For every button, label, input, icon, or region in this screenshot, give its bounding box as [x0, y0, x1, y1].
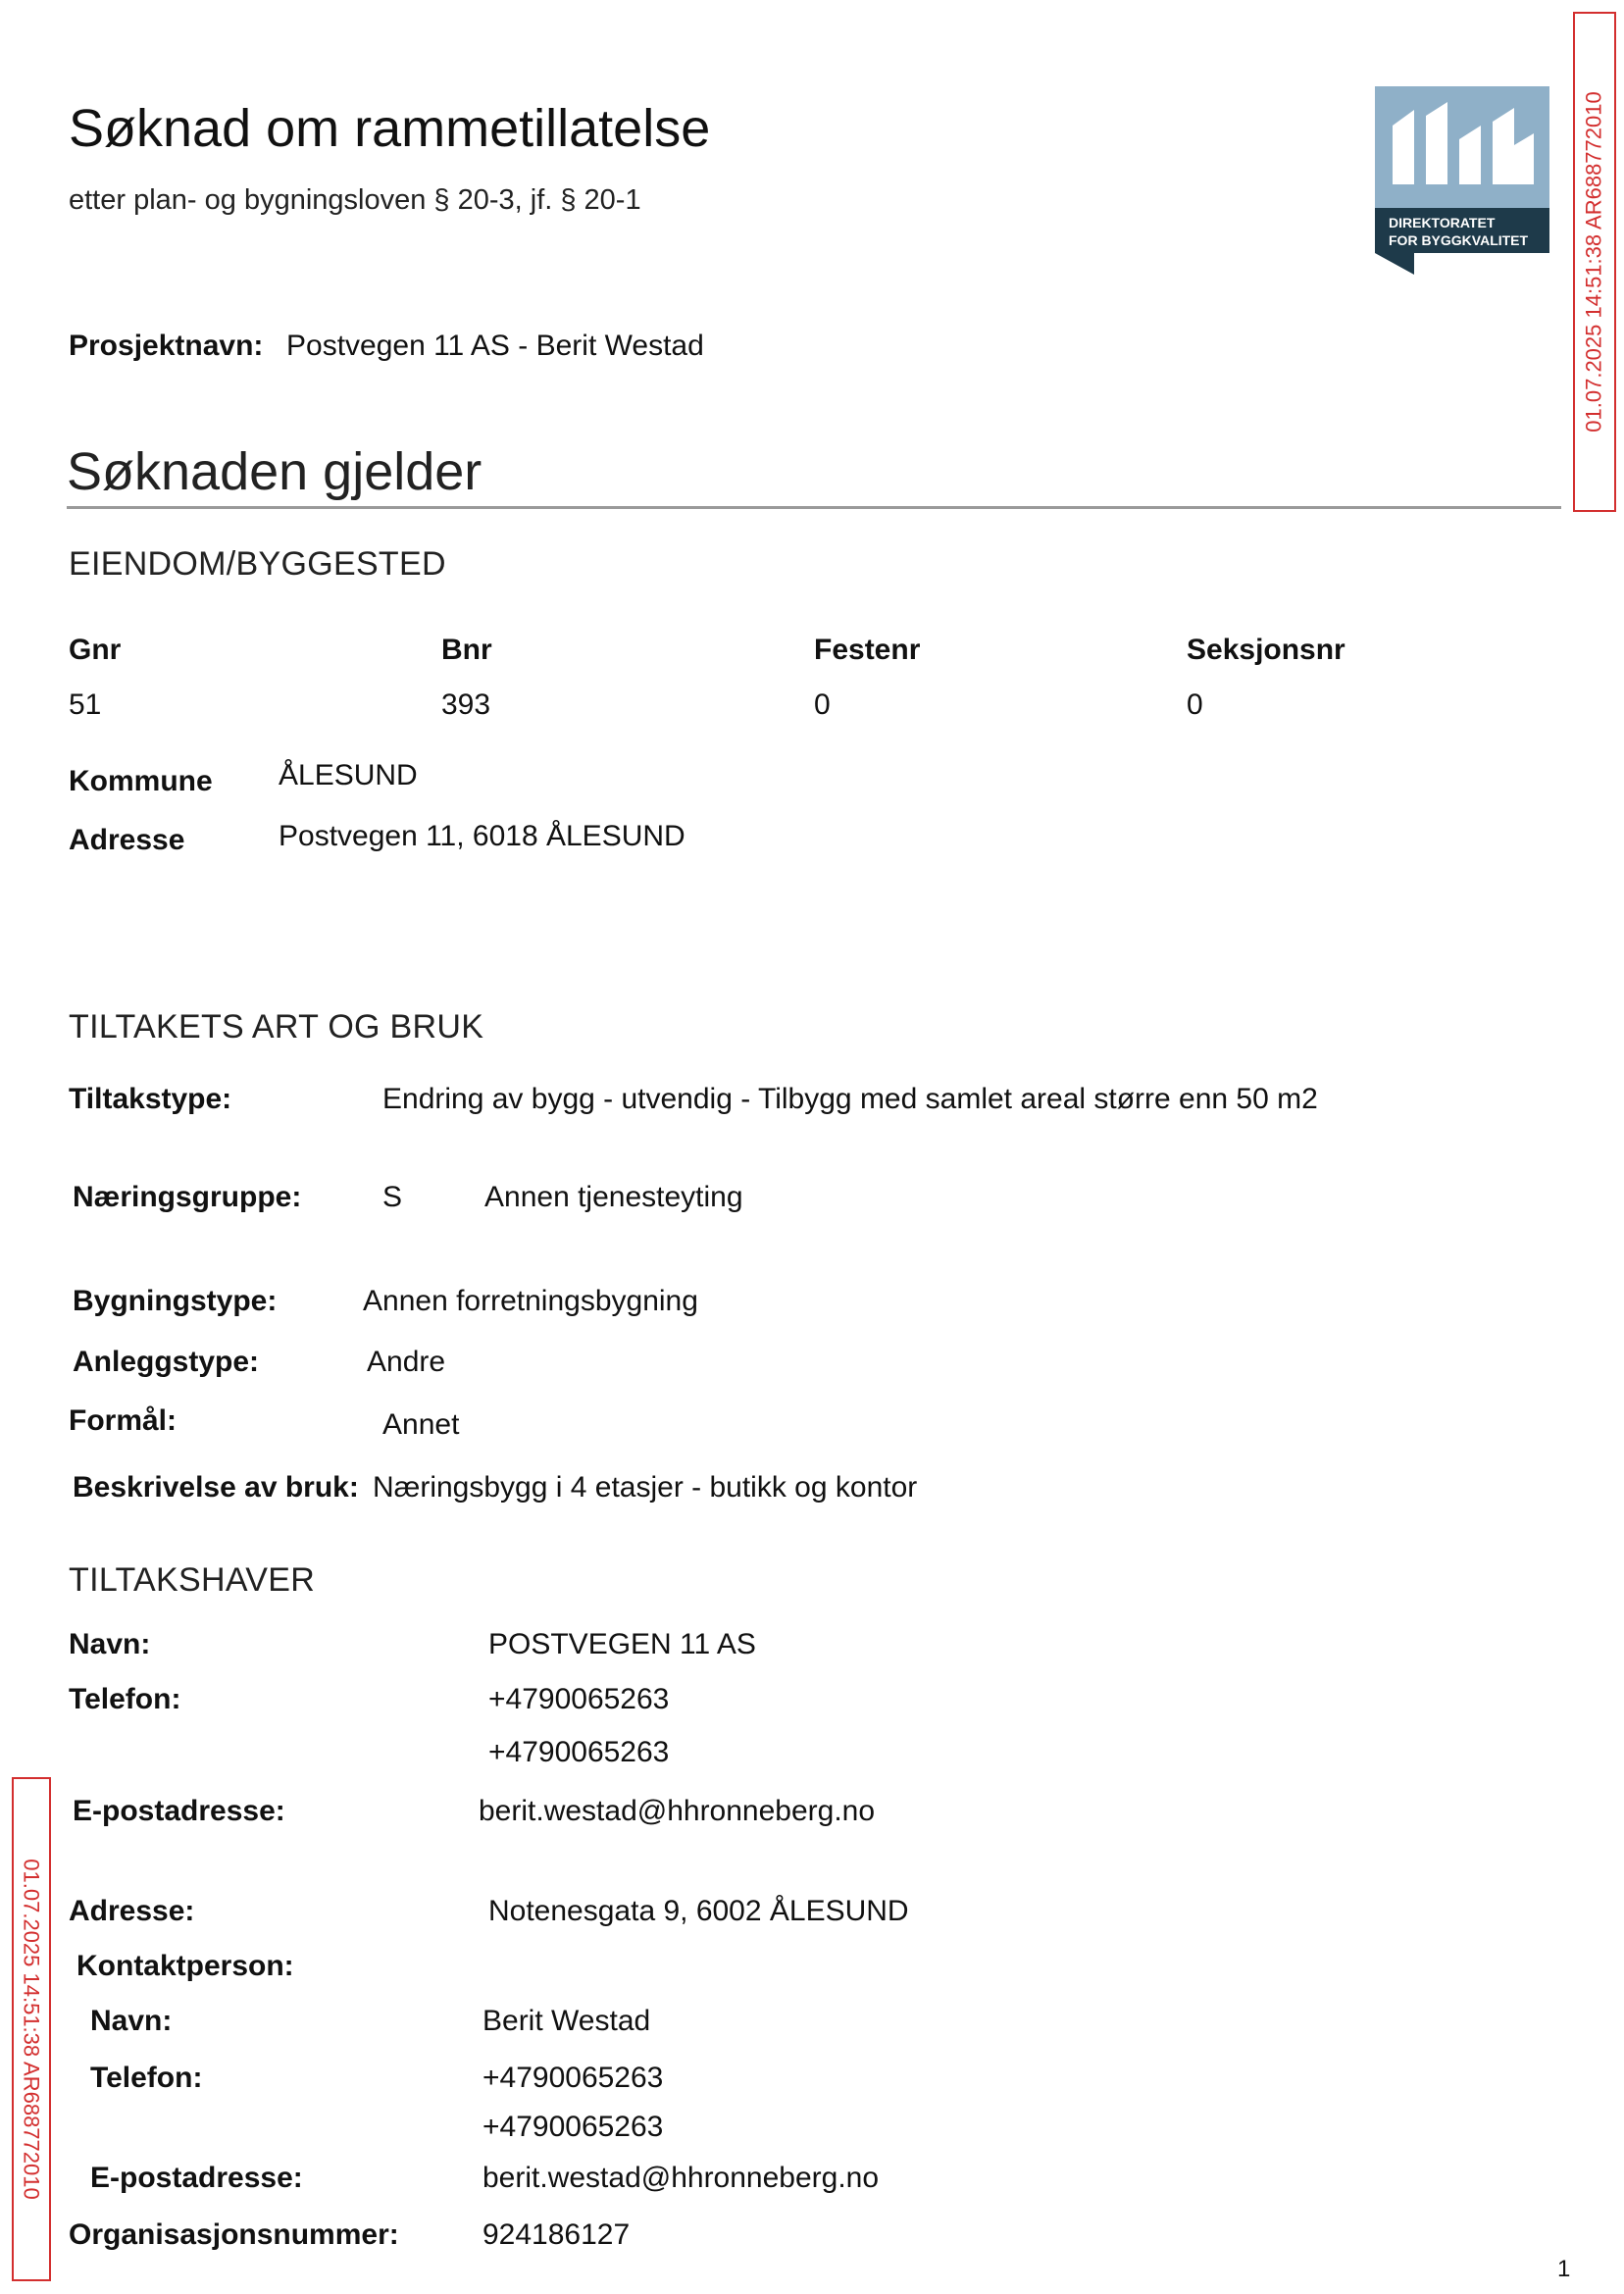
beskrivelse-value: Næringsbygg i 4 etasjer - butikk og kontor: [373, 1471, 918, 1504]
kontakt-telefon-value-1: +4790065263: [482, 2062, 664, 2094]
tiltakstype-label: Tiltakstype:: [69, 1083, 232, 1115]
property-section-title: EIENDOM/BYGGESTED: [69, 545, 446, 583]
orgnr-value: 924186127: [482, 2218, 631, 2251]
logo-line2: FOR BYGGKVALITET: [1389, 232, 1529, 248]
kontaktperson-label: Kontaktperson:: [76, 1950, 294, 1982]
orgnr-label: Organisasjonsnummer:: [69, 2218, 399, 2251]
kontakt-telefon-label: Telefon:: [90, 2062, 203, 2094]
dibk-logo: [1375, 86, 1549, 275]
naeringsgruppe-label: Næringsgruppe:: [73, 1181, 302, 1213]
festenr-value: 0: [814, 688, 831, 721]
epost-value: berit.westad@hhronneberg.no: [479, 1795, 876, 1827]
property-adresse-value: Postvegen 11, 6018 ÅLESUND: [279, 820, 685, 852]
tiltakshaver-section-title: TILTAKSHAVER: [69, 1561, 316, 1599]
page-number: 1: [1557, 2256, 1571, 2282]
section-heading: Søknaden gjelder: [67, 442, 482, 501]
naeringsgruppe-code: S: [382, 1181, 403, 1213]
anleggstype-label: Anleggstype:: [73, 1346, 260, 1378]
festenr-label: Festenr: [814, 634, 921, 666]
beskrivelse-label: Beskrivelse av bruk:: [73, 1471, 359, 1504]
kontakt-navn-value: Berit Westad: [482, 2005, 651, 2037]
stamp-text: 01.07.2025 14:51:38 AR688772010: [20, 1859, 44, 2200]
kontakt-telefon-value-2: +4790065263: [482, 2111, 664, 2143]
tiltakshaver-adresse-value: Notenesgata 9, 6002 ÅLESUND: [488, 1895, 909, 1927]
kommune-label: Kommune: [69, 765, 213, 797]
tiltakstype-value: Endring av bygg - utvendig - Tilbygg med samlet areal større enn 50 m2: [382, 1083, 1318, 1115]
epost-label: E-postadresse:: [73, 1795, 285, 1827]
navn-value: POSTVEGEN 11 AS: [488, 1628, 756, 1660]
timestamp-stamp-side: [12, 1777, 51, 2281]
page-title: Søknad om rammetillatelse: [69, 99, 711, 158]
telefon-label: Telefon:: [69, 1683, 181, 1715]
formal-value: Annet: [382, 1408, 460, 1441]
gnr-label: Gnr: [69, 634, 122, 666]
timestamp-stamp-top: [1573, 12, 1616, 512]
seksjonsnr-label: Seksjonsnr: [1187, 634, 1345, 666]
anleggstype-value: Andre: [367, 1346, 446, 1378]
seksjonsnr-value: 0: [1187, 688, 1203, 721]
heading-divider: [67, 506, 1561, 509]
kontakt-epost-value: berit.westad@hhronneberg.no: [482, 2162, 880, 2194]
telefon-value-2: +4790065263: [488, 1736, 670, 1768]
logo-line1: DIREKTORATET: [1389, 215, 1496, 230]
property-adresse-label: Adresse: [69, 824, 185, 856]
navn-label: Navn:: [69, 1628, 151, 1660]
page-subtitle: etter plan- og bygningsloven § 20-3, jf. § 20-1: [69, 184, 641, 216]
naeringsgruppe-value: Annen tjenesteyting: [484, 1181, 743, 1213]
stamp-text: 01.07.2025 14:51:38 AR688772010: [1582, 91, 1606, 433]
bygningstype-value: Annen forretningsbygning: [363, 1285, 698, 1317]
kommune-value: ÅLESUND: [279, 759, 418, 791]
project-value: Postvegen 11 AS - Berit Westad: [286, 330, 704, 362]
tiltak-section-title: TILTAKETS ART OG BRUK: [69, 1008, 484, 1045]
bnr-value: 393: [441, 688, 491, 721]
kontakt-navn-label: Navn:: [90, 2005, 173, 2037]
kontakt-epost-label: E-postadresse:: [90, 2162, 303, 2194]
formal-label: Formål:: [69, 1404, 178, 1437]
gnr-value: 51: [69, 688, 102, 721]
bygningstype-label: Bygningstype:: [73, 1285, 278, 1317]
project-label: Prosjektnavn:: [69, 330, 264, 362]
tiltakshaver-adresse-label: Adresse:: [69, 1895, 195, 1927]
bnr-label: Bnr: [441, 634, 492, 666]
telefon-value-1: +4790065263: [488, 1683, 670, 1715]
